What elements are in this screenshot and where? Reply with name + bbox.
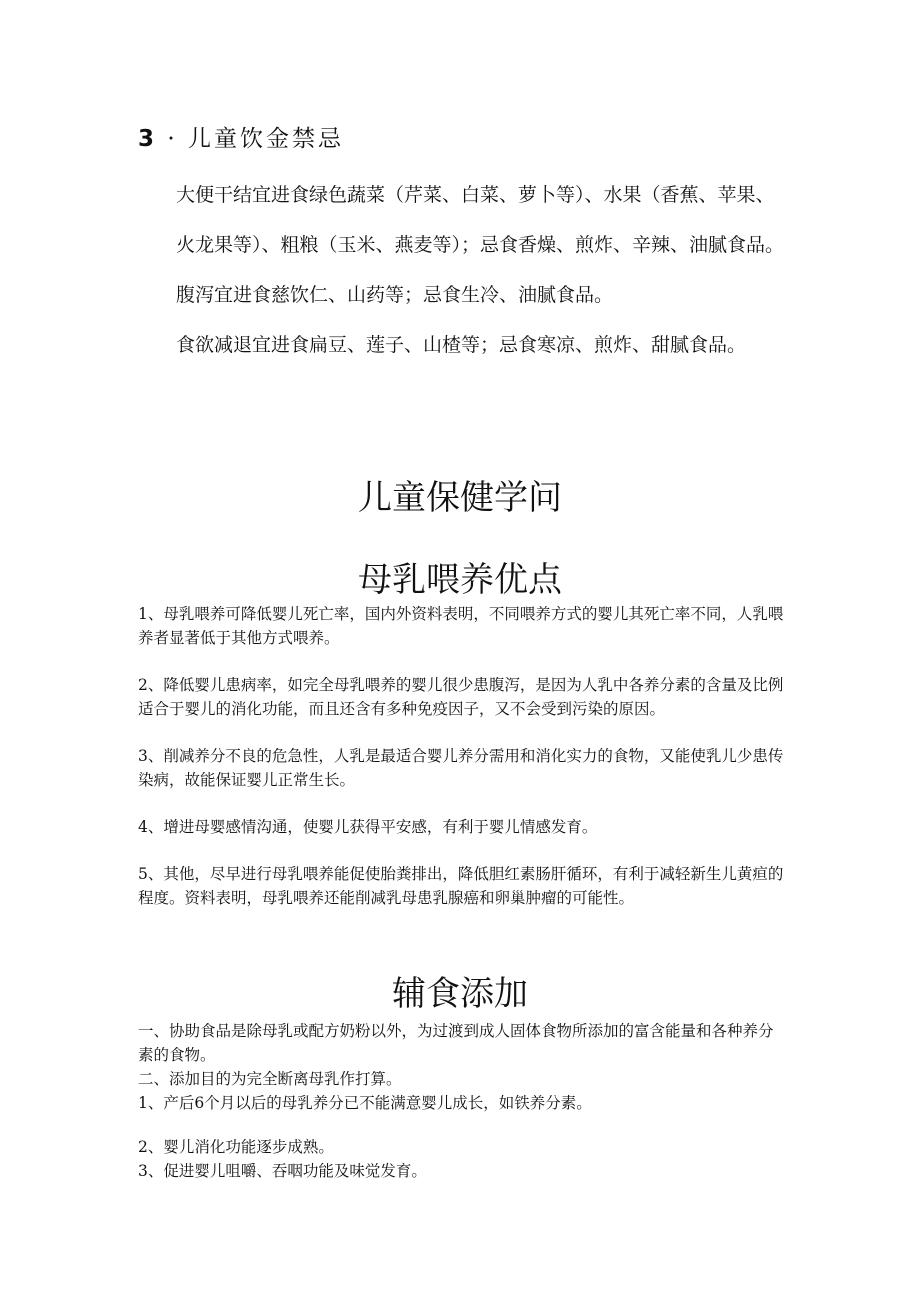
list-item: 1、母乳喂养可降低婴儿死亡率，国内外资料表明，不同喂养方式的婴儿其死亡率不同，人乳喂养者显著低于其他方式喂养。 — [138, 605, 784, 647]
paragraph-constipation: 大便干结宜进食绿色蔬菜（芹菜、白菜、萝卜等）、水果（香蕉、苹果、火龙果等）、粗粮（玉米、燕麦等）；忌食香燥、煎炸、辛辣、油腻食品。 — [176, 184, 785, 256]
section-number: 3 — [138, 126, 158, 152]
list-item: 3、削减养分不良的危急性，人乳是最适合婴儿养分需用和消化实力的食物，又能使乳儿少患传染病，故能保证婴儿正常生长。 — [138, 747, 784, 789]
section-separator: · — [167, 126, 178, 152]
subtitle-breastfeeding: 母乳喂养优点 — [358, 560, 562, 600]
subtitle-complementary-food: 辅食添加 — [392, 974, 528, 1014]
diet-taboos-body — [176, 170, 786, 370]
section-heading-diet-taboos — [138, 120, 344, 153]
list-item: 4、增进母婴感情沟通，使婴儿获得平安感，有利于婴儿情感发育。 — [138, 818, 598, 836]
list-item: 二、添加目的为完全断离母乳作打算。 — [138, 1070, 402, 1088]
list-item: 3、促进婴儿咀嚼、吞咽功能及味觉发育。 — [138, 1162, 427, 1180]
section-title: 儿童饮金禁忌 — [187, 126, 344, 152]
paragraph-appetite: 食欲减退宜进食扁豆、莲子、山楂等；忌食寒凉、煎炸、甜腻食品。 — [176, 334, 747, 356]
paragraph-diarrhea: 腹泻宜进食慈饮仁、山药等；忌食生冷、油腻食品。 — [176, 284, 614, 306]
list-item: 一、协助食品是除母乳或配方奶粉以外，为过渡到成人固体食物所添加的富含能量和各种养分素的食物。 — [138, 1022, 774, 1064]
list-item: 2、婴儿消化功能逐步成熟。 — [138, 1138, 334, 1156]
complementary-food-list — [138, 1019, 788, 1183]
breastfeeding-list — [138, 602, 788, 933]
list-item: 1、产后6个月以后的母乳养分已不能满意婴儿成长，如铁养分素。 — [138, 1094, 592, 1112]
list-item: 2、降低婴儿患病率，如完全母乳喂养的婴儿很少患腹泻，是因为人乳中各养分素的含量及比例适合于婴儿的消化功能，而且还含有多种免疫因子，又不会受到污染的原因。 — [138, 676, 784, 718]
list-item: 5、其他，尽早进行母乳喂养能促使胎粪排出，降低胆红素肠肝循环，有利于减轻新生儿黄疸的程度。资料表明，母乳喂养还能削减乳母患乳腺癌和卵巢肿瘤的可能性。 — [138, 865, 784, 907]
main-title: 儿童保健学问 — [358, 478, 562, 518]
